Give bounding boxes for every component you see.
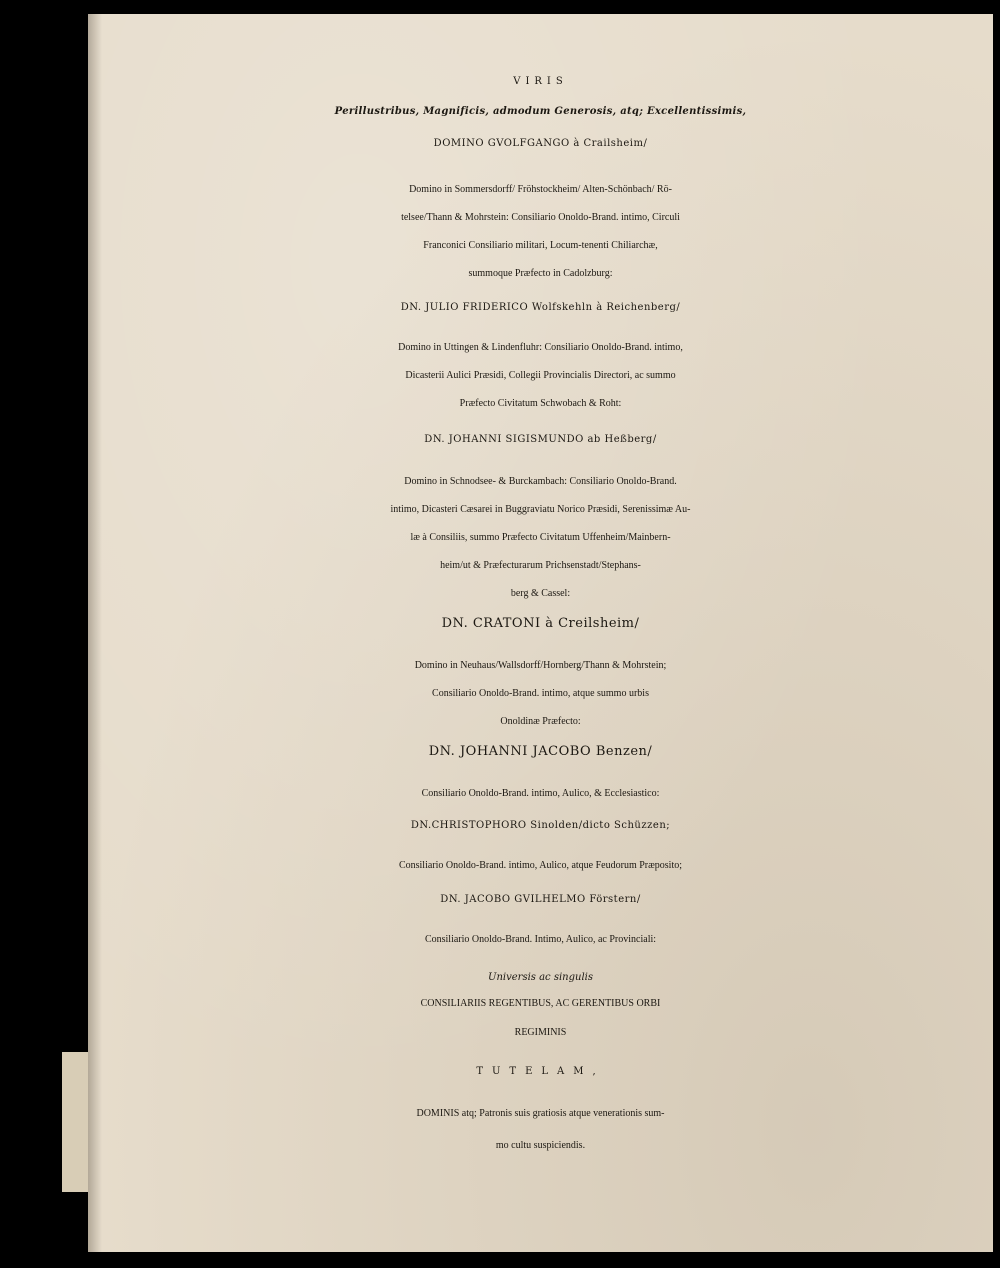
dedicatee-line: Consiliario Onoldo-Brand. intimo, Aulico, & Ecclesiastico: bbox=[421, 788, 660, 799]
dedicatee-line: Franconici Consiliario militari, Locum-tenenti Chiliarchæ, bbox=[423, 240, 658, 251]
tutelam-line: TUTELAM, bbox=[476, 1066, 605, 1077]
dominis-line: DOMINIS atq; Patronis suis gratiosis atque venerationis sum- bbox=[416, 1108, 665, 1119]
subheading: Perillustribus, Magnificis, admodum Generosis, atq; Excellentissimis, bbox=[334, 106, 747, 117]
dedicatee-line: Dicasterii Aulici Præsidi, Collegii Provincialis Directori, ac summo bbox=[405, 370, 676, 381]
dedicatee-line: Domino in Neuhaus/Wallsdorff/Hornberg/Thann & Mohrstein; bbox=[414, 660, 667, 671]
regiminis-line: REGIMINIS bbox=[514, 1027, 567, 1038]
universis-line: Universis ac singulis bbox=[488, 972, 593, 983]
dedicatee-name: DN.CHRISTOPHORO Sinolden/dicto Schüzzen; bbox=[410, 820, 671, 831]
dedicatee-line: Præfecto Civitatum Schwobach & Roht: bbox=[459, 398, 622, 409]
consiliariis-line: CONSILIARIIS REGENTIBUS, AC GERENTIBUS ORBI bbox=[420, 998, 661, 1009]
dedicatee-name: DN. JACOBO GVILHELMO Förstern/ bbox=[440, 894, 641, 905]
dedicatee-line: Domino in Schnodsee- & Burckambach: Consiliario Onoldo-Brand. bbox=[404, 476, 677, 487]
dedicatee-line: læ à Consiliis, summo Præfecto Civitatum Uffenheim/Mainbern- bbox=[410, 532, 671, 543]
dedicatee-line: Domino in Uttingen & Lindenfluhr: Consiliario Onoldo-Brand. intimo, bbox=[398, 342, 683, 353]
mo-cultu-line: mo cultu suspiciendis. bbox=[495, 1140, 586, 1151]
dedicatee-line: Consiliario Onoldo-Brand. intimo, Aulico, atque Feudorum Præposito; bbox=[398, 860, 683, 871]
dedicatee-line: Consiliario Onoldo-Brand. Intimo, Aulico, ac Provinciali: bbox=[424, 934, 657, 945]
dedicatee-line: heim/ut & Præfecturarum Prichsenstadt/Stephans- bbox=[440, 560, 641, 571]
dedicatee-name: DOMINO GVOLFGANGO à Crailsheim/ bbox=[433, 138, 648, 149]
page-edge-tab bbox=[62, 1052, 90, 1192]
dedicatee-line: Consiliario Onoldo-Brand. intimo, atque summo urbis bbox=[432, 688, 649, 699]
heading-viris: VIRIS bbox=[513, 76, 568, 87]
dedicatee-line: telsee/Thann & Mohrstein: Consiliario Onoldo-Brand. intimo, Circuli bbox=[401, 212, 680, 223]
dedicatee-line: Onoldinæ Præfecto: bbox=[500, 716, 581, 727]
dedicatee-line: summoque Præfecto in Cadolzburg: bbox=[468, 268, 613, 279]
dedicatee-line: berg & Cassel: bbox=[510, 588, 571, 599]
dedicatee-line: intimo, Dicasteri Cæsarei in Buggraviatu Norico Præsidi, Serenissimæ Au- bbox=[390, 504, 691, 515]
dedicatee-name: DN. JULIO FRIDERICO Wolfskehln à Reichenberg/ bbox=[400, 302, 681, 313]
dedicatee-name: DN. JOHANNI JACOBO Benzen/ bbox=[428, 744, 653, 759]
dedicatee-name: DN. JOHANNI SIGISMUNDO ab Heßberg/ bbox=[424, 434, 657, 445]
dedicatee-line: Domino in Sommersdorff/ Fröhstockheim/ Alten-Schönbach/ Rö- bbox=[409, 184, 672, 195]
dedicatee-name: DN. CRATONI à Creilsheim/ bbox=[441, 616, 640, 631]
